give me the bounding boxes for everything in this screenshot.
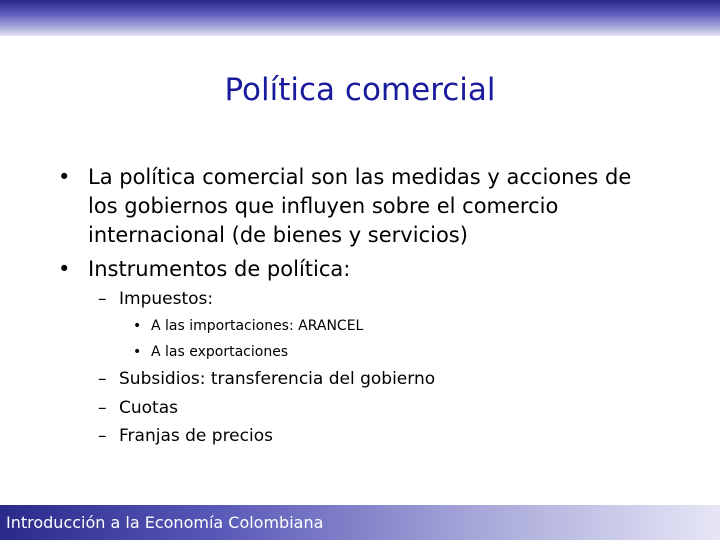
bullet-glyph: • [133,318,142,334]
top-decorative-band [0,0,720,36]
dash-glyph: – [98,369,107,389]
bullet-text-line: internacional (de bienes y servicios) [88,223,468,247]
sub-item-text: Franjas de precios [119,426,273,446]
dash-glyph: – [98,398,107,418]
sub-item-text: Subsidios: transferencia del gobierno [119,369,436,389]
bullet-glyph: • [133,344,142,360]
sub-sub-item-text: A las exportaciones [151,344,289,360]
footer-text: Introducción a la Economía Colombiana [6,513,324,532]
bullet-glyph: • [58,165,71,189]
dash-glyph: – [98,426,107,446]
bullet-glyph: • [58,257,71,281]
sub-item-text: Impuestos: [119,289,214,309]
bullet-text-line: La política comercial son las medidas y acciones de [88,165,632,189]
bullet-text-line: Instrumentos de política: [88,257,351,281]
bullet-text-line: los gobiernos que influyen sobre el comercio [88,194,559,218]
slide-title: Política comercial [224,72,496,108]
sub-item-text: Cuotas [119,398,178,418]
sub-sub-item-text: A las importaciones: ARANCEL [151,318,364,334]
dash-glyph: – [98,289,107,309]
